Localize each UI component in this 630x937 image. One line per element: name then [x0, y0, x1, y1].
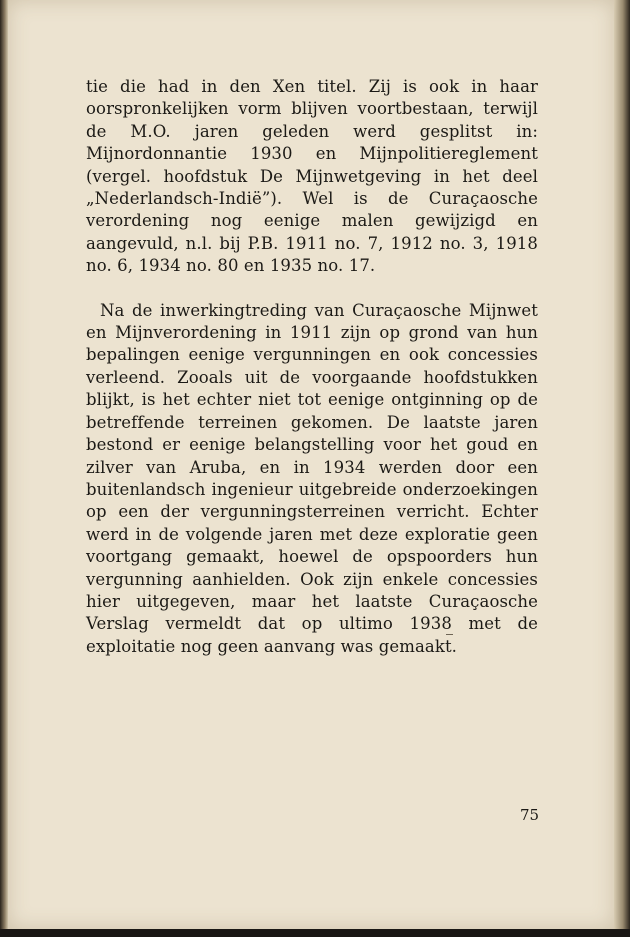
paragraph-continuation: tie die had in den Xen titel. Zij is ook in haar oorspronkelijken vorm blijven voortbestaan, terwijl de M.O. jaren geleden werd gesplitst in: Mijnordonnantie 1930 en Mijnpolitiereglement (vergel. hoofdstuk De Mijnwetgeving in het deel „Nederlandsch-Indië”). Wel is de Curaçaosche verordening nog eenige malen gewijzigd en aangevuld, n.l. bij P.B. 1911 no. 7, 1912 no. 3, 1918 no. 6, 1934 no. 80 en 1935 no. 17.: [86, 77, 538, 276]
body-text: [86, 76, 538, 658]
page-number: 75: [520, 806, 540, 824]
bottom-page-edge: [0, 929, 630, 937]
print-speck: [446, 634, 453, 635]
left-page-edge: [0, 0, 8, 937]
book-page: [8, 0, 614, 929]
right-page-edge: [614, 0, 630, 937]
paragraph-mining-concessions: Na de inwerkingtreding van Curaçaosche Mijnwet en Mijnverordening in 1911 zijn op grond van hun bepalingen eenige vergunningen en ook concessies verleend. Zooals uit de voorgaande hoofdstukken blijkt, is het echter niet tot eenige ontginning op de betreffende terreinen gekomen. De laatste jaren bestond er eenige belangstelling voor het goud en zilver van Aruba, en in 1934 werden door een buitenlandsch ingenieur uitgebreide onderzoekingen op een der vergunningsterreinen verricht. Echter werd in de volgende jaren met deze exploratie geen voortgang gemaakt, hoewel de opspoorders hun vergunning aanhielden. Ook zijn enkele concessies hier uitgegeven, maar het laatste Curaçaosche Verslag vermeldt dat op ultimo 1938 met de exploitatie nog geen aanvang was gemaakt.: [86, 300, 538, 656]
